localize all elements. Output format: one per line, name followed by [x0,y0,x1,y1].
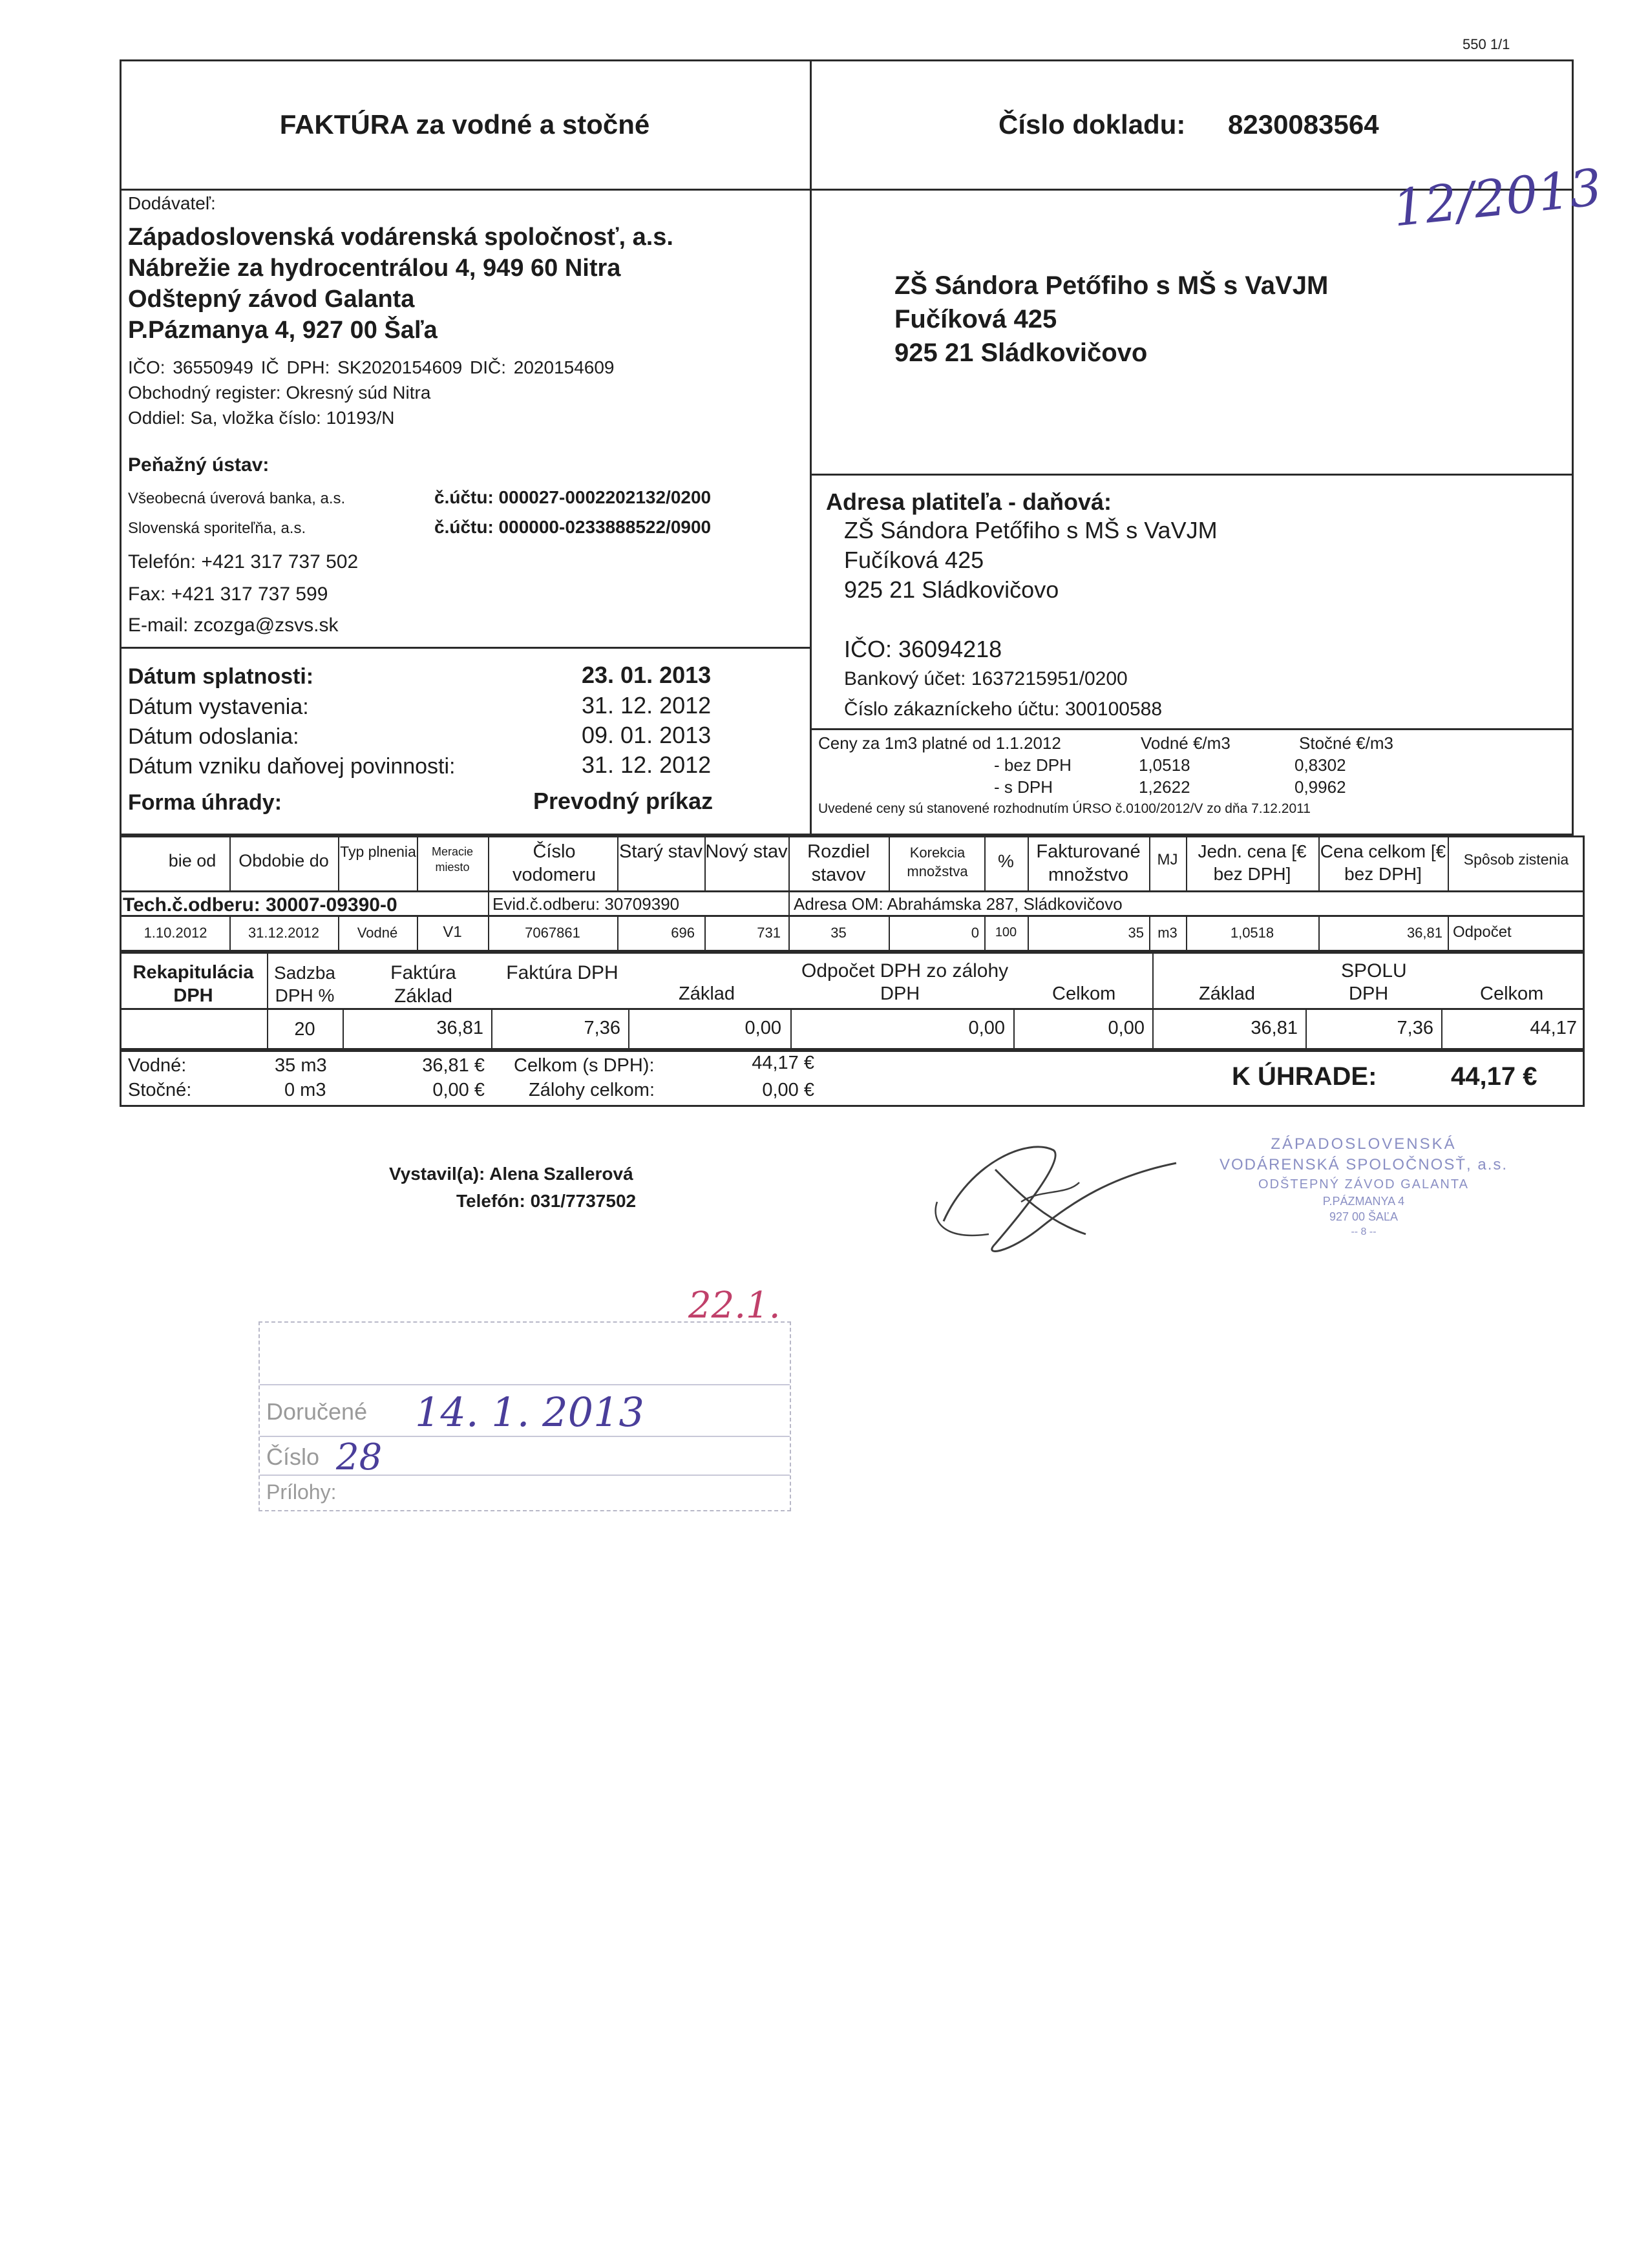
supplier-address2: P.Pázmanya 4, 927 00 Šaľa [128,317,438,344]
doc-number: 8230083564 [1228,109,1379,140]
recap-tot-total: Celkom [1480,983,1544,1004]
bank1-account: č.účtu: 000027-0002202132/0200 [434,487,712,507]
tax-date-label: Dátum vzniku daňovej povinnosti: [128,754,456,779]
recap-val-tot-vat: 7,36 [1397,1018,1433,1038]
company-stamp [1215,1131,1512,1266]
issuer-phone: Telefón: 031/7737502 [456,1191,637,1211]
tech-number: Tech.č.odberu: 30007-09390-0 [123,894,397,916]
cell-type: Vodné [357,925,398,941]
recap-val-ded-base: 0,00 [745,1018,781,1038]
prices-row2-water: 1,2622 [1139,777,1190,797]
summary-total-vat-label: Celkom (s DPH): [514,1055,655,1076]
prices-row1-sewage: 0,8302 [1294,755,1346,775]
signature [918,1124,1189,1273]
col-header-new-state: Nový stav [705,841,788,862]
fax: Fax: +421 317 737 599 [128,583,328,605]
supplier-name: Západoslovenská vodárenská spoločnosť, a.s. [128,224,673,251]
recap-val-rate: 20 [294,1019,315,1040]
supplier-ids: IČO: 36550949 IČ DPH: SK2020154609 DIČ: 2020154609 [128,357,615,377]
issued-by: Vystavil(a): Alena Szallerová [389,1164,633,1184]
recap-invoice-base-header: Faktúra Základ [390,962,456,1007]
recap-ded-base: Základ [679,983,735,1004]
main-divider [810,189,812,835]
recap-total-header: SPOLU [1341,960,1407,982]
page-marker: 550 1/1 [1463,36,1510,52]
col-header-type: Typ plnenia [340,843,416,860]
payer-ico: IČO: 36094218 [844,636,1002,662]
invoice-title: FAKTÚRA za vodné a stočné [279,109,650,140]
cell-new-state: 731 [757,925,781,941]
recap-tot-base: Základ [1199,983,1256,1004]
recap-header-bottom [120,1008,1585,1010]
recap-invoice-vat-header: Faktúra DPH [506,962,618,983]
prices-row1-label: - bez DPH [994,755,1072,775]
col-header-difference: Rozdiel stavov [807,841,870,886]
col-header-unit-price: Jedn. cena [€ bez DPH] [1198,841,1307,884]
payer-customer-account: Číslo zákazníckeho účtu: 300100588 [844,698,1162,720]
stamp-line: -- 8 -- [1351,1226,1377,1237]
items-header-bottom [120,890,1585,892]
bank-dates-divider [120,647,810,649]
payer-line3: 925 21 Sládkovičovo [844,576,1059,603]
consumption-address: Adresa OM: Abrahámska 287, Sládkovičovo [794,894,1123,914]
summary-sewage-amount: 0,00 € [432,1080,485,1100]
tax-date-value: 31. 12. 2012 [582,751,712,778]
cell-correction: 0 [971,925,979,941]
stamp-line: 927 00 ŠAĽA [1329,1210,1399,1223]
recipient-line3: 925 21 Sládkovičovo [894,339,1148,367]
prices-row2-label: - s DPH [994,777,1053,797]
stamp-line: ZÁPADOSLOVENSKÁ [1271,1135,1457,1153]
recap-deduction-header: Odpočet DPH zo zálohy [801,960,1009,982]
col-line [488,835,489,915]
cell-unit-price: 1,0518 [1230,925,1274,941]
received-stamp-line [260,1384,790,1385]
col-header-unit: MJ [1157,851,1178,868]
payer-line1: ZŠ Sándora Petőfiho s MŠ s VaVJM [844,517,1218,543]
header-divider [810,59,812,191]
supplier-address1: Nábrežie za hydrocentrálou 4, 949 60 Nitra [128,255,621,282]
col-header-method: Spôsob zistenia [1463,851,1569,868]
recap-val-tot-base: 36,81 [1251,1018,1298,1038]
received-attachments-label: Prílohy: [266,1480,337,1504]
evid-number: Evid.č.odberu: 30709390 [492,894,680,914]
recap-ded-total: Celkom [1052,983,1116,1004]
recap-val-ded-vat: 0,00 [968,1018,1005,1038]
col-header-percent: % [998,851,1014,871]
cell-meter-number: 7067861 [525,925,580,941]
email: E-mail: zcozga@zsvs.sk [128,614,339,636]
recap-val-invoice-vat: 7,36 [584,1018,620,1038]
recap-val-invoice-base: 36,81 [436,1018,483,1038]
payer-label: Adresa platiteľa - daňová: [826,488,1112,515]
payer-prices-divider [810,728,1574,730]
prices-note: Uvedené ceny sú stanovené rozhodnutím ÚRSO č.0100/2012/V zo dňa 7.12.2011 [818,801,1311,816]
payer-line2: Fučíková 425 [844,547,984,573]
cell-difference: 35 [830,925,847,941]
supplier-section: Oddiel: Sa, vložka číslo: 10193/N [128,408,395,428]
doc-number-label: Číslo dokladu: [998,109,1186,140]
prices-row2-sewage: 0,9962 [1294,777,1346,797]
cell-old-state: 696 [671,925,695,941]
col-header-old-state: Starý stav [619,841,703,862]
payment-form-label: Forma úhrady: [128,790,282,815]
cell-billed-qty: 35 [1128,925,1144,941]
due-date-label: Dátum splatnosti: [128,664,314,689]
sent-date-label: Dátum odoslania: [128,724,299,749]
row-line [1448,915,1449,952]
cell-total-price: 36,81 [1406,925,1442,941]
summary-water-qty: 35 m3 [275,1055,327,1076]
to-pay-value: 44,17 € [1451,1062,1537,1091]
stamp-line: ODŠTEPNÝ ZÁVOD GALANTA [1258,1177,1469,1192]
summary-advances-label: Zálohy celkom: [529,1080,655,1100]
prices-water-header: Vodné €/m3 [1141,733,1231,753]
to-pay-label: K ÚHRADE: [1232,1062,1377,1091]
recap-rate-header: Sadzba DPH % [274,963,335,1005]
payer-bank-account: Bankový účet: 1637215951/0200 [844,668,1128,689]
cell-method: Odpočet [1453,923,1512,941]
pink-handwritten-note: 22.1. [688,1285,781,1327]
received-date: 14. 1. 2013 [415,1389,644,1436]
prices-row1-water: 1,0518 [1139,755,1190,775]
summary-water-label: Vodné: [128,1055,187,1076]
recap-val-ded-total: 0,00 [1108,1018,1145,1038]
supplier-register: Obchodný register: Okresný súd Nitra [128,383,431,403]
stamp-line: P.PÁZMANYA 4 [1322,1195,1405,1208]
payment-form-value: Prevodný príkaz [533,788,713,814]
summary-sewage-label: Stočné: [128,1080,192,1100]
recipient-payer-divider [810,474,1574,476]
received-number-label: Číslo [266,1444,320,1470]
prices-sewage-header: Stočné €/m3 [1299,733,1393,753]
cell-period-to: 31.12.2012 [248,925,320,941]
summary-advances-value: 0,00 € [762,1080,814,1100]
col-header-period-to: Obdobie do [238,851,329,870]
cell-meter-point: V1 [443,923,462,941]
received-number: 28 [336,1436,383,1478]
recap-label-2: DPH [173,985,213,1006]
issued-date-label: Dátum vystavenia: [128,695,309,719]
col-line [417,835,418,890]
bank1-name: Všeobecná úverová banka, a.s. [128,490,346,507]
supplier-label: Dodávateľ: [128,193,216,213]
bank-label: Peňažný ústav: [128,454,269,476]
cell-unit: m3 [1157,925,1178,941]
summary-water-amount: 36,81 € [422,1055,485,1076]
phone: Telefón: +421 317 737 502 [128,551,359,572]
recipient-line1: ZŠ Sándora Petőfiho s MŠ s VaVJM [894,271,1329,300]
col-header-total-price: Cena celkom [€ bez DPH] [1320,841,1446,884]
recap-val-tot-total: 44,17 [1530,1018,1577,1038]
recap-ded-vat: DPH [880,983,920,1004]
received-stamp [259,1321,791,1511]
col-header-correction: Korekcia množstva [907,845,968,879]
supplier-branch: Odštepný závod Galanta [128,286,415,313]
col-header-meter-point: Meracie miesto [431,845,474,874]
sent-date-value: 09. 01. 2013 [582,722,712,748]
col-header-meter-number: Číslo vodomeru [512,841,596,886]
prices-header: Ceny za 1m3 platné od 1.1.2012 [818,733,1061,753]
col-header-billed-qty: Fakturované množstvo [1036,841,1141,886]
issued-date-value: 31. 12. 2012 [582,692,712,719]
summary-total-vat-value: 44,17 € [752,1053,814,1073]
bank2-account: č.účtu: 000000-0233888522/0900 [434,517,712,537]
bank2-name: Slovenská sporiteľňa, a.s. [128,520,306,537]
recap-label-1: Rekapitulácia [132,962,254,983]
summary-sewage-qty: 0 m3 [284,1080,326,1100]
stamp-line: VODÁRENSKÁ SPOLOČNOSŤ, a.s. [1219,1156,1508,1173]
handwritten-period: 12/2013 [1390,158,1605,238]
recap-tot-vat: DPH [1349,983,1389,1004]
due-date-value: 23. 01. 2013 [582,662,712,688]
cell-percent: 100 [995,925,1017,940]
col-line [889,835,890,890]
col-header-period-from: bie od [168,851,217,870]
received-date-label: Doručené [266,1398,368,1425]
cell-period-from: 1.10.2012 [143,925,207,941]
recipient-line2: Fučíková 425 [894,305,1057,333]
